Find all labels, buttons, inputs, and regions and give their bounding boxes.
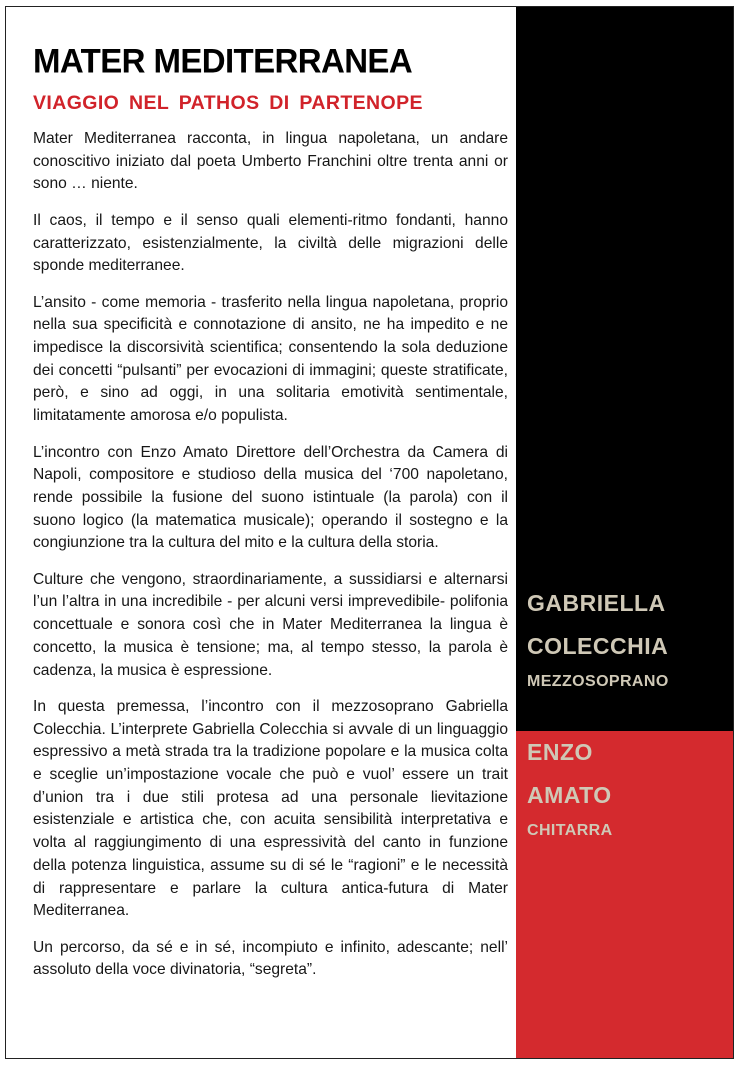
sidebar-red-panel (516, 731, 733, 1058)
paragraph-1: Mater Mediterranea racconta, in lingua napoletana, un andare conoscitivo iniziato dal poeta Umberto Franchini oltre trenta anni or sono … niente. (33, 130, 508, 193)
page-subtitle: VIAGGIO NEL PATHOS DI PARTENOPE (33, 92, 423, 114)
paragraph-2: Il caos, il tempo e il senso quali elementi-ritmo fondanti, hanno caratterizzato, esistenzialmente, la civiltà delle migrazioni delle sponde mediterranee. (33, 211, 508, 275)
sidebar-black-panel (516, 7, 733, 731)
page-title: MATER MEDITERRANEA (33, 41, 413, 80)
paragraph-4: L’incontro con Enzo Amato Direttore dell’Orchestra da Camera di Napoli, compositore e studioso della musica del ‘700 napoletano, rende possibile la fusione del suono istintuale (la parola) con il suono logico (la matematica musicale); operando il sostegno e la congiunzione tra la cultura del mito e la cultura della storia. (33, 443, 508, 552)
performer2-last-name: AMATO (527, 782, 612, 808)
paragraph-3: L’ansito - come memoria - trasferito nella lingua napoletana, proprio nella sua specificità e connotazione di ansito, ne ha impedito e ne impedisce la discorsività scientifica; consentendo la sola deduzione dei concetti “pulsanti” per evocazioni di immagini; queste stratificate, però, e sino ad oggi, in una solitaria emotività sentimentale, limitatamente amorosa e/o populista. (33, 293, 508, 425)
main-column (33, 40, 508, 996)
paragraph-6: In questa premessa, l’incontro con il mezzosoprano Gabriella Colecchia. L’interprete Gabriella Colecchia si avvale di un linguaggio espressivo a metà strada tra la tradizione popolare e la musica colta e sceglie un’impostazione vocale che può e vuol’ essere un trait d’union tra i due stili protesa ad una personale lievitazione esistenziale e artistica che, con acuita sensibilità interpretativa e volta al raggiungimento di una espressività del canto in funzione della potenza linguistica, assume su di sé le “ragioni” e le necessità di rappresentare e parlare la cultura antica-futura di Mater Mediterranea. (33, 697, 508, 920)
performer1-role: MEZZOSOPRANO (527, 673, 669, 690)
performer2-role: CHITARRA (527, 822, 613, 839)
performer1-last-name: COLECCHIA (527, 633, 669, 659)
paragraph-5: Culture che vengono, straordinariamente, a sussidiarsi e alternarsi l’un l’altra in una incredibile - per alcuni versi imprevedibile- polifonia concettuale e sonora così che in Mater Mediterranea la lingua è concetto, la musica è tensione; ma, al tempo stesso, la parola è cadenza, la musica è espressione. (33, 570, 508, 679)
performer2-first-name: ENZO (527, 739, 593, 765)
performer1-first-name: GABRIELLA (527, 590, 666, 616)
paragraph-7: Un percorso, da sé e in sé, incompiuto e infinito, adescante; nell’ assoluto della voce divinatoria, “segreta”. (33, 938, 508, 979)
